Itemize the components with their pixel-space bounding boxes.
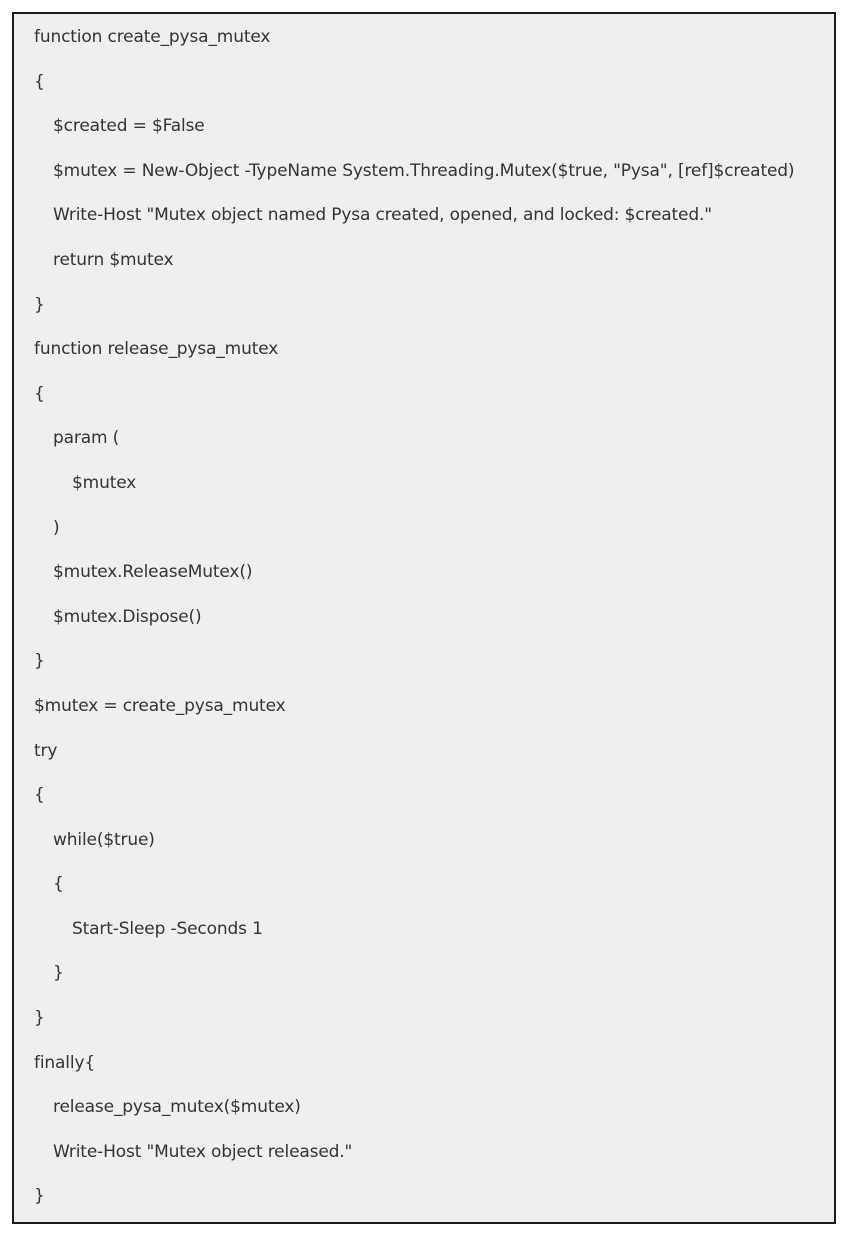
code-line: } (34, 294, 45, 315)
code-line: param ( (53, 428, 120, 449)
code-line: $created = $False (53, 116, 205, 137)
code-block (12, 12, 836, 1224)
code-line: } (34, 1008, 45, 1029)
code-line: } (34, 1186, 45, 1207)
code-line: finally{ (34, 1052, 96, 1073)
code-line: $mutex = create_pysa_mutex (34, 695, 286, 716)
code-line: } (34, 651, 45, 672)
code-line: } (53, 963, 64, 984)
code-line: $mutex.Dispose() (53, 606, 202, 627)
code-line: function release_pysa_mutex (34, 339, 279, 360)
code-line: { (34, 71, 45, 92)
code-line: Write-Host "Mutex object named Pysa created, opened, and locked: $created." (53, 205, 712, 226)
code-line: { (34, 383, 45, 404)
code-line: $mutex (72, 472, 137, 493)
code-line: { (34, 785, 45, 806)
code-line: function create_pysa_mutex (34, 27, 271, 47)
code-line: $mutex = New-Object -TypeName System.Threading.Mutex($true, "Pysa", [ref]$created) (53, 160, 795, 181)
code-line: Start-Sleep -Seconds 1 (72, 918, 263, 939)
code-line: $mutex.ReleaseMutex() (53, 562, 253, 583)
code-line: ) (53, 517, 60, 538)
code-line: { (53, 874, 64, 895)
code-lines (14, 23, 834, 1227)
code-line: Write-Host "Mutex object released." (53, 1141, 353, 1162)
code-line: release_pysa_mutex($mutex) (53, 1097, 301, 1118)
code-line: try (34, 740, 58, 761)
code-line: return $mutex (53, 249, 174, 270)
code-line: while($true) (53, 829, 155, 850)
